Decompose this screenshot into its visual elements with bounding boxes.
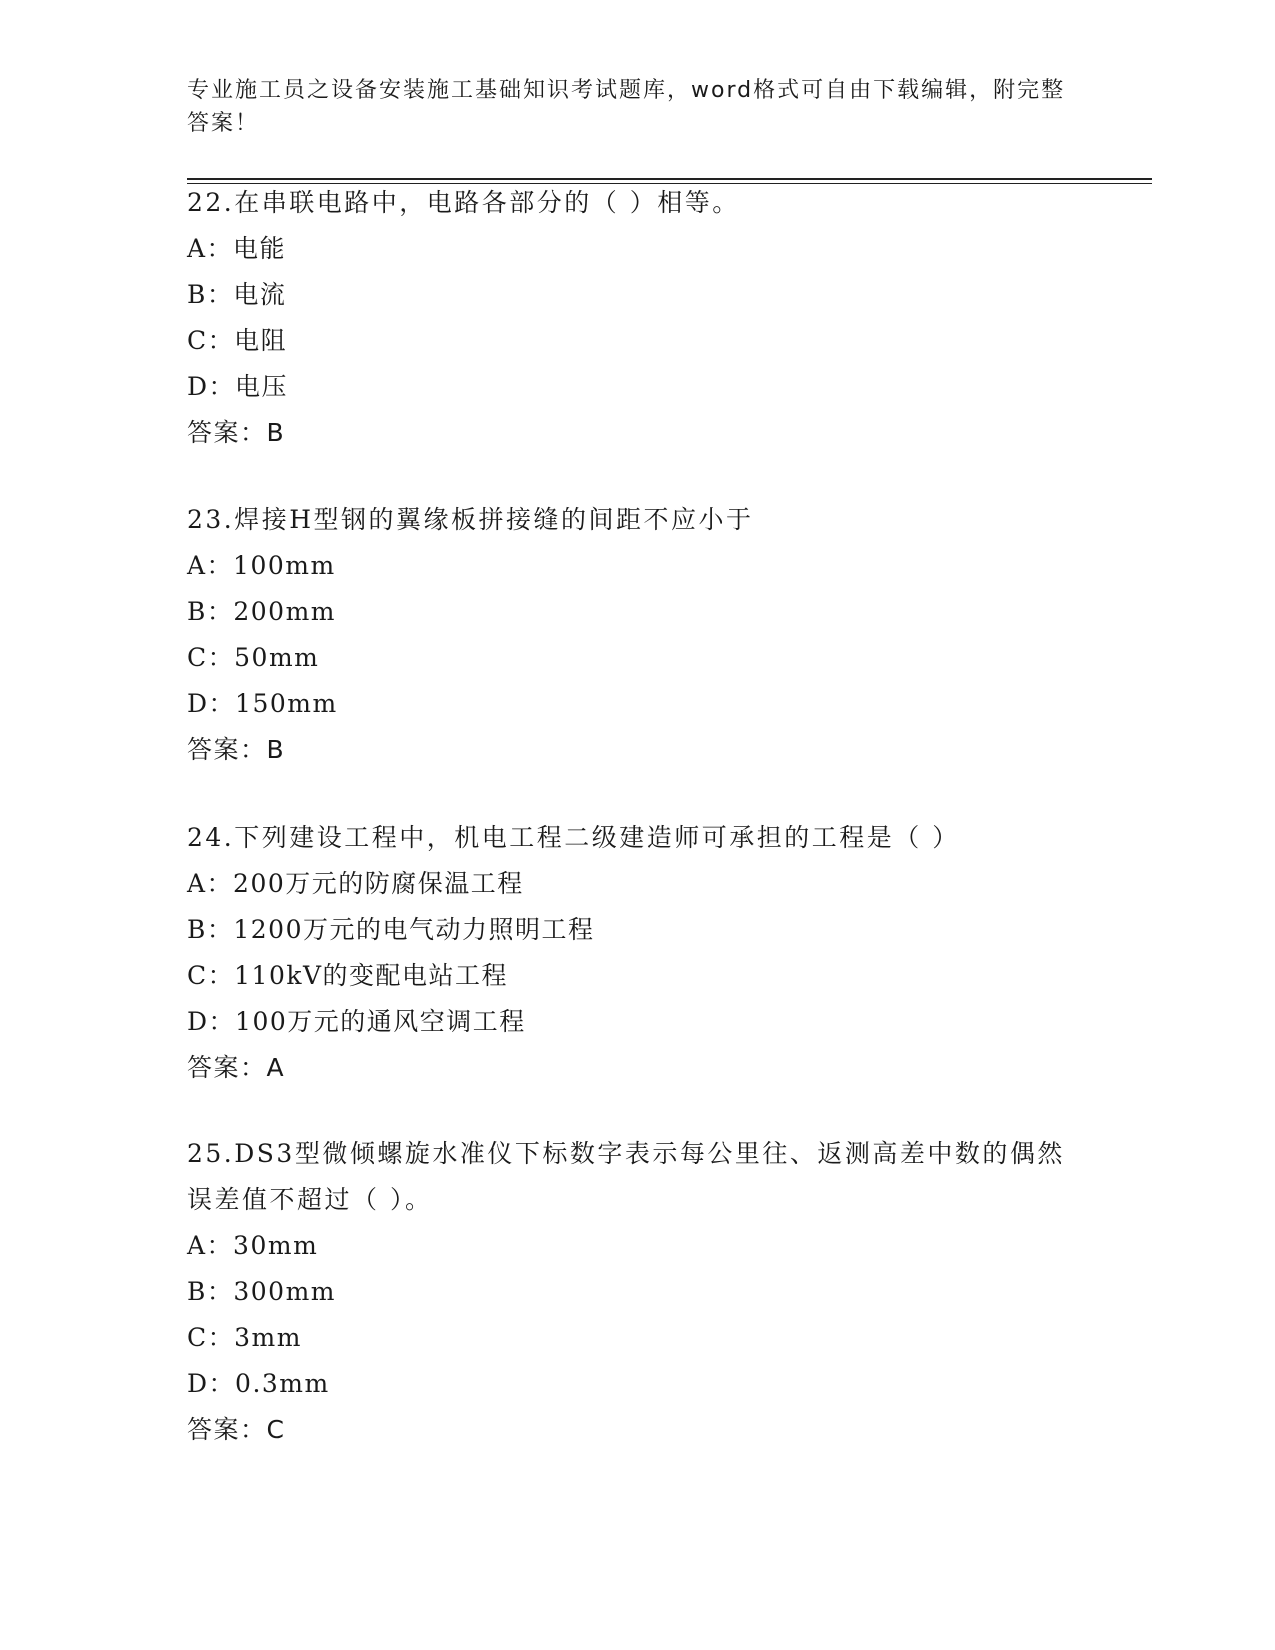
question-25 xyxy=(187,1131,1067,1453)
question-22 xyxy=(187,180,1067,456)
option-b: B：电流 xyxy=(187,280,287,309)
option-d: D：0.3mm xyxy=(187,1369,330,1398)
question-stem: 25.DS3型微倾螺旋水准仪下标数字表示每公里往、返测高差中数的偶然误差值不超过（ ）。 xyxy=(187,1139,1065,1214)
question-stem: 23.焊接H型钢的翼缘板拼接缝的间距不应小于 xyxy=(187,505,754,534)
option-c: C：电阻 xyxy=(187,326,288,355)
question-stem: 22.在串联电路中，电路各部分的（ ）相等。 xyxy=(187,188,740,217)
option-b: B：1200万元的电气动力照明工程 xyxy=(187,915,595,944)
option-d: D：150mm xyxy=(187,689,338,718)
option-b: B：300mm xyxy=(187,1277,337,1306)
question-23 xyxy=(187,497,1067,773)
option-c: C：50mm xyxy=(187,643,320,672)
option-c: C：110kV的变配电站工程 xyxy=(187,961,509,990)
answer: 答案：C xyxy=(187,1415,286,1444)
option-a: A：电能 xyxy=(187,234,287,263)
option-a: A：100mm xyxy=(187,551,336,580)
option-c: C：3mm xyxy=(187,1323,302,1352)
option-a: A：200万元的防腐保温工程 xyxy=(187,869,524,898)
option-b: B：200mm xyxy=(187,597,337,626)
document-header: 专业施工员之设备安装施工基础知识考试题库，word格式可自由下载编辑，附完整答案！ xyxy=(187,78,1066,136)
answer: 答案：B xyxy=(187,418,286,447)
answer: 答案：A xyxy=(187,1053,286,1082)
option-d: D：电压 xyxy=(187,372,289,401)
question-24 xyxy=(187,815,1067,1091)
answer: 答案：B xyxy=(187,735,286,764)
question-stem: 24.下列建设工程中，机电工程二级建造师可承担的工程是（ ） xyxy=(187,823,960,852)
option-a: A：30mm xyxy=(187,1231,319,1260)
option-d: D：100万元的通风空调工程 xyxy=(187,1007,526,1036)
